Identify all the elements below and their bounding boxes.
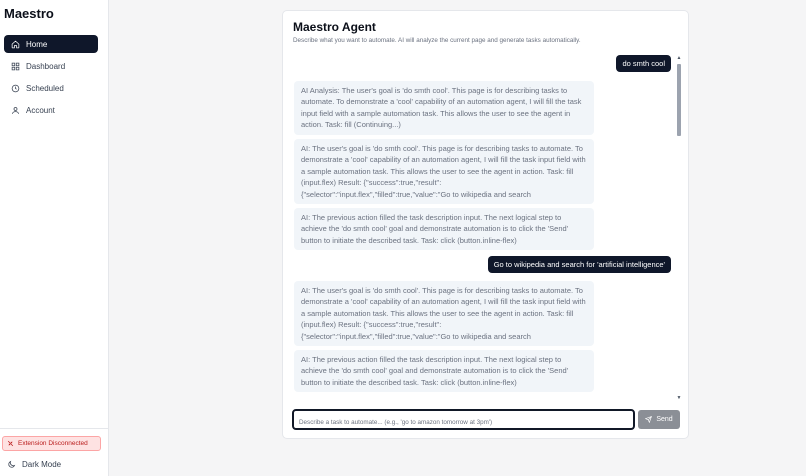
send-label: Send (656, 416, 673, 423)
page-subtitle: Describe what you want to automate. AI will analyze the current page and generate tasks automatically. (293, 37, 581, 44)
user-message: do smth cool (616, 55, 671, 72)
task-input[interactable] (294, 414, 633, 431)
extension-status-text: Extension Disconnected (18, 440, 88, 447)
sidebar (0, 0, 109, 476)
scroll-up-icon[interactable]: ▲ (676, 55, 682, 61)
page-title: Maestro Agent (293, 20, 376, 34)
clock-icon (11, 84, 20, 93)
sidebar-item-label: Home (26, 39, 48, 49)
unplug-icon (7, 440, 14, 447)
scroll-thumb[interactable] (677, 64, 681, 136)
ai-message: AI Analysis: The user's goal is 'do smth cool'. This page is for describing tasks to automate. To demonstrate a 'cool' capability of an automation agent, I will fill the task input field with a sample automation task. This allows the user to see the agent in action. Task: fill (Continuing...) (294, 81, 594, 135)
dashboard-icon (11, 62, 20, 71)
send-icon (645, 416, 652, 423)
scroll-down-icon[interactable]: ▼ (676, 395, 682, 401)
sidebar-item-label: Scheduled (26, 83, 64, 93)
sidebar-item-scheduled[interactable] (4, 79, 98, 97)
sidebar-item-label: Dashboard (26, 61, 66, 71)
sidebar-item-home[interactable] (4, 35, 98, 53)
dark-mode-label: Dark Mode (22, 460, 62, 469)
user-message: Go to wikipedia and search for 'artificial intelligence' (488, 256, 671, 273)
sidebar-item-label: Account (26, 105, 55, 115)
ai-message: AI: The user's goal is 'do smth cool'. This page is for describing tasks to automate. To demonstrate a 'cool' capability of an automation agent, I will fill the task input field with a sample automation task. This allows the user to see the agent in action. Task: fill (input.flex) Result: {"success":true,"result": {"selector":"input.flex","filled":true,"value":"Go to wikipedia and search (294, 281, 594, 346)
sidebar-footer (0, 428, 108, 476)
sidebar-item-account[interactable] (4, 101, 98, 119)
send-button[interactable] (638, 410, 680, 429)
ai-message: AI: The previous action filled the task description input. The next logical step to achieve the 'do smth cool' goal and demonstrate automation is to click the 'Send' button to initiate the described task. Task: click (button.inline-flex) (294, 208, 594, 250)
extension-status-badge (2, 436, 101, 451)
user-icon (11, 106, 20, 115)
task-input-wrapper (292, 409, 635, 430)
ai-message: AI: The user's goal is 'do smth cool'. This page is for describing tasks to automate. To demonstrate a 'cool' capability of an automation agent, I will fill the task input field with a sample automation task. This allows the user to see the agent in action. Task: fill (input.flex) Result: {"success":true,"result": {"selector":"input.flex","filled":true,"value":"Go to wikipedia and search (294, 139, 594, 204)
dark-mode-toggle[interactable] (7, 460, 61, 469)
sidebar-nav (4, 35, 98, 123)
ai-message: AI: The previous action filled the task description input. The next logical step to achieve the 'do smth cool' goal and demonstrate automation is to click the 'Send' button to initiate the described task. Task: click (button.inline-flex) (294, 350, 594, 392)
home-icon (11, 40, 20, 49)
sidebar-item-dashboard[interactable] (4, 57, 98, 75)
brand-title: Maestro (4, 6, 54, 21)
chat-scrollbar[interactable] (676, 55, 682, 401)
moon-icon (7, 460, 16, 469)
chat-log[interactable] (289, 53, 682, 403)
agent-panel (282, 10, 689, 439)
